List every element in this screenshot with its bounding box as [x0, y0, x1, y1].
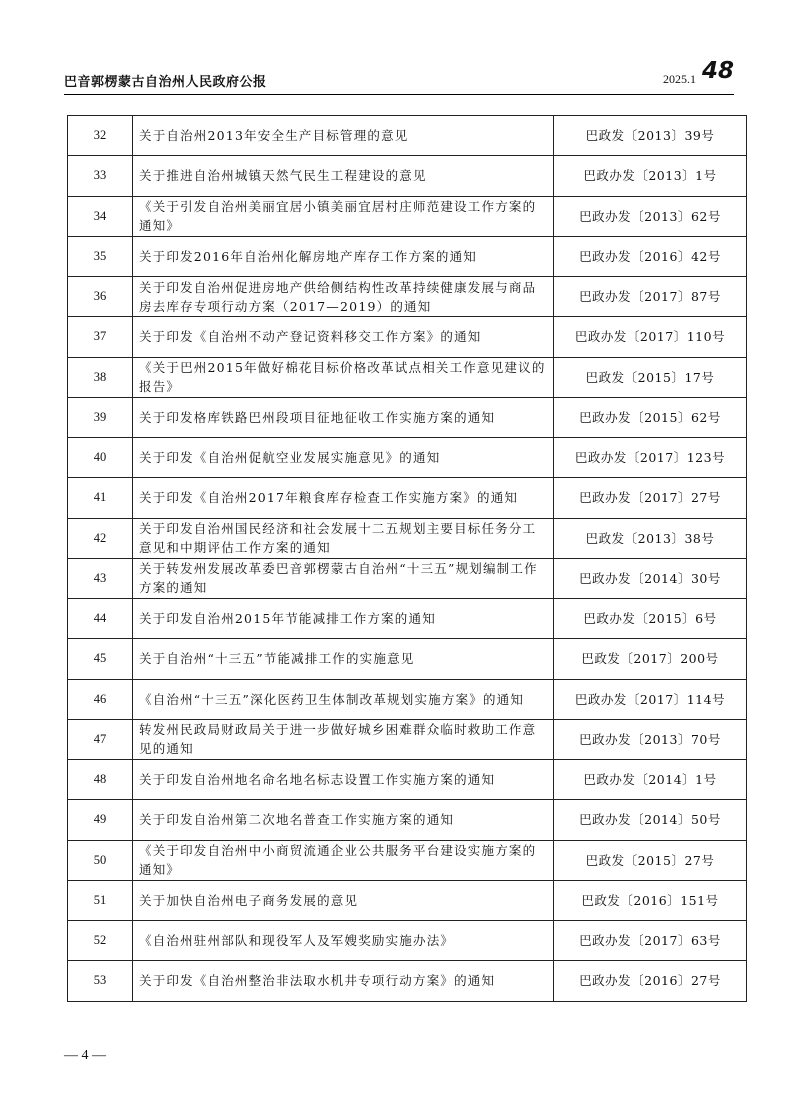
row-number: 43	[68, 558, 133, 598]
row-number: 37	[68, 317, 133, 357]
row-number: 44	[68, 599, 133, 639]
document-title: 关于印发自治州地名命名地名标志设置工作实施方案的通知	[133, 760, 554, 800]
table-row	[68, 558, 747, 598]
document-list-table	[67, 115, 747, 1002]
issue-date: 2025.1	[663, 72, 696, 86]
document-title: 《自治州驻州部队和现役军人及军嫂奖励实施办法》	[133, 921, 554, 961]
row-number: 51	[68, 880, 133, 920]
row-number: 34	[68, 196, 133, 236]
document-title: 关于自治州2013年安全生产目标管理的意见	[133, 116, 554, 156]
document-title: 关于印发2016年自治州化解房地产库存工作方案的通知	[133, 236, 554, 276]
document-title: 转发州民政局财政局关于进一步做好城乡困难群众临时救助工作意见的通知	[133, 719, 554, 759]
table-row	[68, 679, 747, 719]
row-number: 40	[68, 438, 133, 478]
table-row	[68, 518, 747, 558]
document-number: 巴政发〔2013〕39号	[554, 116, 747, 156]
header-divider	[64, 94, 734, 95]
table-row	[68, 397, 747, 437]
document-title: 关于印发自治州促进房地产供给侧结构性改革持续健康发展与商品房去库存专项行动方案（2017—2019）的通知	[133, 277, 554, 317]
row-number: 35	[68, 236, 133, 276]
document-number: 巴政办发〔2013〕1号	[554, 156, 747, 196]
document-number: 巴政办发〔2014〕50号	[554, 800, 747, 840]
document-title: 关于自治州“十三五”节能减排工作的实施意见	[133, 639, 554, 679]
row-number: 32	[68, 116, 133, 156]
table-row	[68, 880, 747, 920]
page-header	[64, 60, 734, 94]
document-number: 巴政办发〔2014〕1号	[554, 760, 747, 800]
document-title: 关于转发州发展改革委巴音郭楞蒙古自治州“十三五”规划编制工作方案的通知	[133, 558, 554, 598]
document-number: 巴政发〔2016〕151号	[554, 880, 747, 920]
document-title: 关于推进自治州城镇天然气民生工程建设的意见	[133, 156, 554, 196]
document-title: 《关于巴州2015年做好棉花目标价格改革试点相关工作意见建议的报告》	[133, 357, 554, 397]
table-row	[68, 760, 747, 800]
document-title: 关于印发《自治州2017年粮食库存检查工作实施方案》的通知	[133, 478, 554, 518]
document-title: 《关于引发自治州美丽宜居小镇美丽宜居村庄师范建设工作方案的通知》	[133, 196, 554, 236]
table-row	[68, 599, 747, 639]
row-number: 49	[68, 800, 133, 840]
document-number: 巴政办发〔2017〕110号	[554, 317, 747, 357]
table-row	[68, 236, 747, 276]
document-number: 巴政办发〔2016〕27号	[554, 961, 747, 1001]
document-number: 巴政办发〔2017〕87号	[554, 277, 747, 317]
document-number: 巴政办发〔2016〕42号	[554, 236, 747, 276]
document-number: 巴政办发〔2017〕27号	[554, 478, 747, 518]
document-title: 关于印发格库铁路巴州段项目征地征收工作实施方案的通知	[133, 397, 554, 437]
publication-title: 巴音郭楞蒙古自治州人民政府公报	[64, 75, 267, 90]
table-row	[68, 921, 747, 961]
table-row	[68, 357, 747, 397]
table-row	[68, 719, 747, 759]
table-row	[68, 800, 747, 840]
document-title: 关于加快自治州电子商务发展的意见	[133, 880, 554, 920]
table-row	[68, 156, 747, 196]
document-number: 巴政办发〔2017〕63号	[554, 921, 747, 961]
document-number: 巴政办发〔2014〕30号	[554, 558, 747, 598]
document-number: 巴政办发〔2017〕114号	[554, 679, 747, 719]
table-row	[68, 196, 747, 236]
document-number: 巴政办发〔2015〕62号	[554, 397, 747, 437]
document-title: 关于印发自治州国民经济和社会发展十二五规划主要目标任务分工意见和中期评估工作方案的通知	[133, 518, 554, 558]
table-row	[68, 478, 747, 518]
row-number: 33	[68, 156, 133, 196]
row-number: 42	[68, 518, 133, 558]
document-title: 关于印发自治州第二次地名普查工作实施方案的通知	[133, 800, 554, 840]
row-number: 38	[68, 357, 133, 397]
row-number: 52	[68, 921, 133, 961]
document-title: 关于印发《自治州不动产登记资料移交工作方案》的通知	[133, 317, 554, 357]
table-row	[68, 277, 747, 317]
row-number: 50	[68, 840, 133, 880]
row-number: 39	[68, 397, 133, 437]
document-number: 巴政发〔2015〕27号	[554, 840, 747, 880]
document-number: 巴政办发〔2015〕6号	[554, 599, 747, 639]
row-number: 46	[68, 679, 133, 719]
document-number: 巴政发〔2013〕38号	[554, 518, 747, 558]
document-title: 关于印发《自治州促航空业发展实施意见》的通知	[133, 438, 554, 478]
row-number: 36	[68, 277, 133, 317]
issue-number: 48	[701, 58, 734, 84]
table-row	[68, 961, 747, 1001]
row-number: 48	[68, 760, 133, 800]
document-title: 关于印发《自治州整治非法取水机井专项行动方案》的通知	[133, 961, 554, 1001]
row-number: 47	[68, 719, 133, 759]
document-number: 巴政办发〔2017〕123号	[554, 438, 747, 478]
document-number: 巴政办发〔2013〕70号	[554, 719, 747, 759]
document-number: 巴政办发〔2013〕62号	[554, 196, 747, 236]
document-title: 《关于印发自治州中小商贸流通企业公共服务平台建设实施方案的通知》	[133, 840, 554, 880]
table-row	[68, 639, 747, 679]
table-row	[68, 116, 747, 156]
row-number: 45	[68, 639, 133, 679]
document-title: 关于印发自治州2015年节能减排工作方案的通知	[133, 599, 554, 639]
table-row	[68, 438, 747, 478]
row-number: 53	[68, 961, 133, 1001]
document-number: 巴政发〔2015〕17号	[554, 357, 747, 397]
document-number: 巴政发〔2017〕200号	[554, 639, 747, 679]
document-title: 《自治州“十三五”深化医药卫生体制改革规划实施方案》的通知	[133, 679, 554, 719]
row-number: 41	[68, 478, 133, 518]
table-row	[68, 317, 747, 357]
page-number: — 4 —	[64, 1048, 106, 1063]
table-row	[68, 840, 747, 880]
